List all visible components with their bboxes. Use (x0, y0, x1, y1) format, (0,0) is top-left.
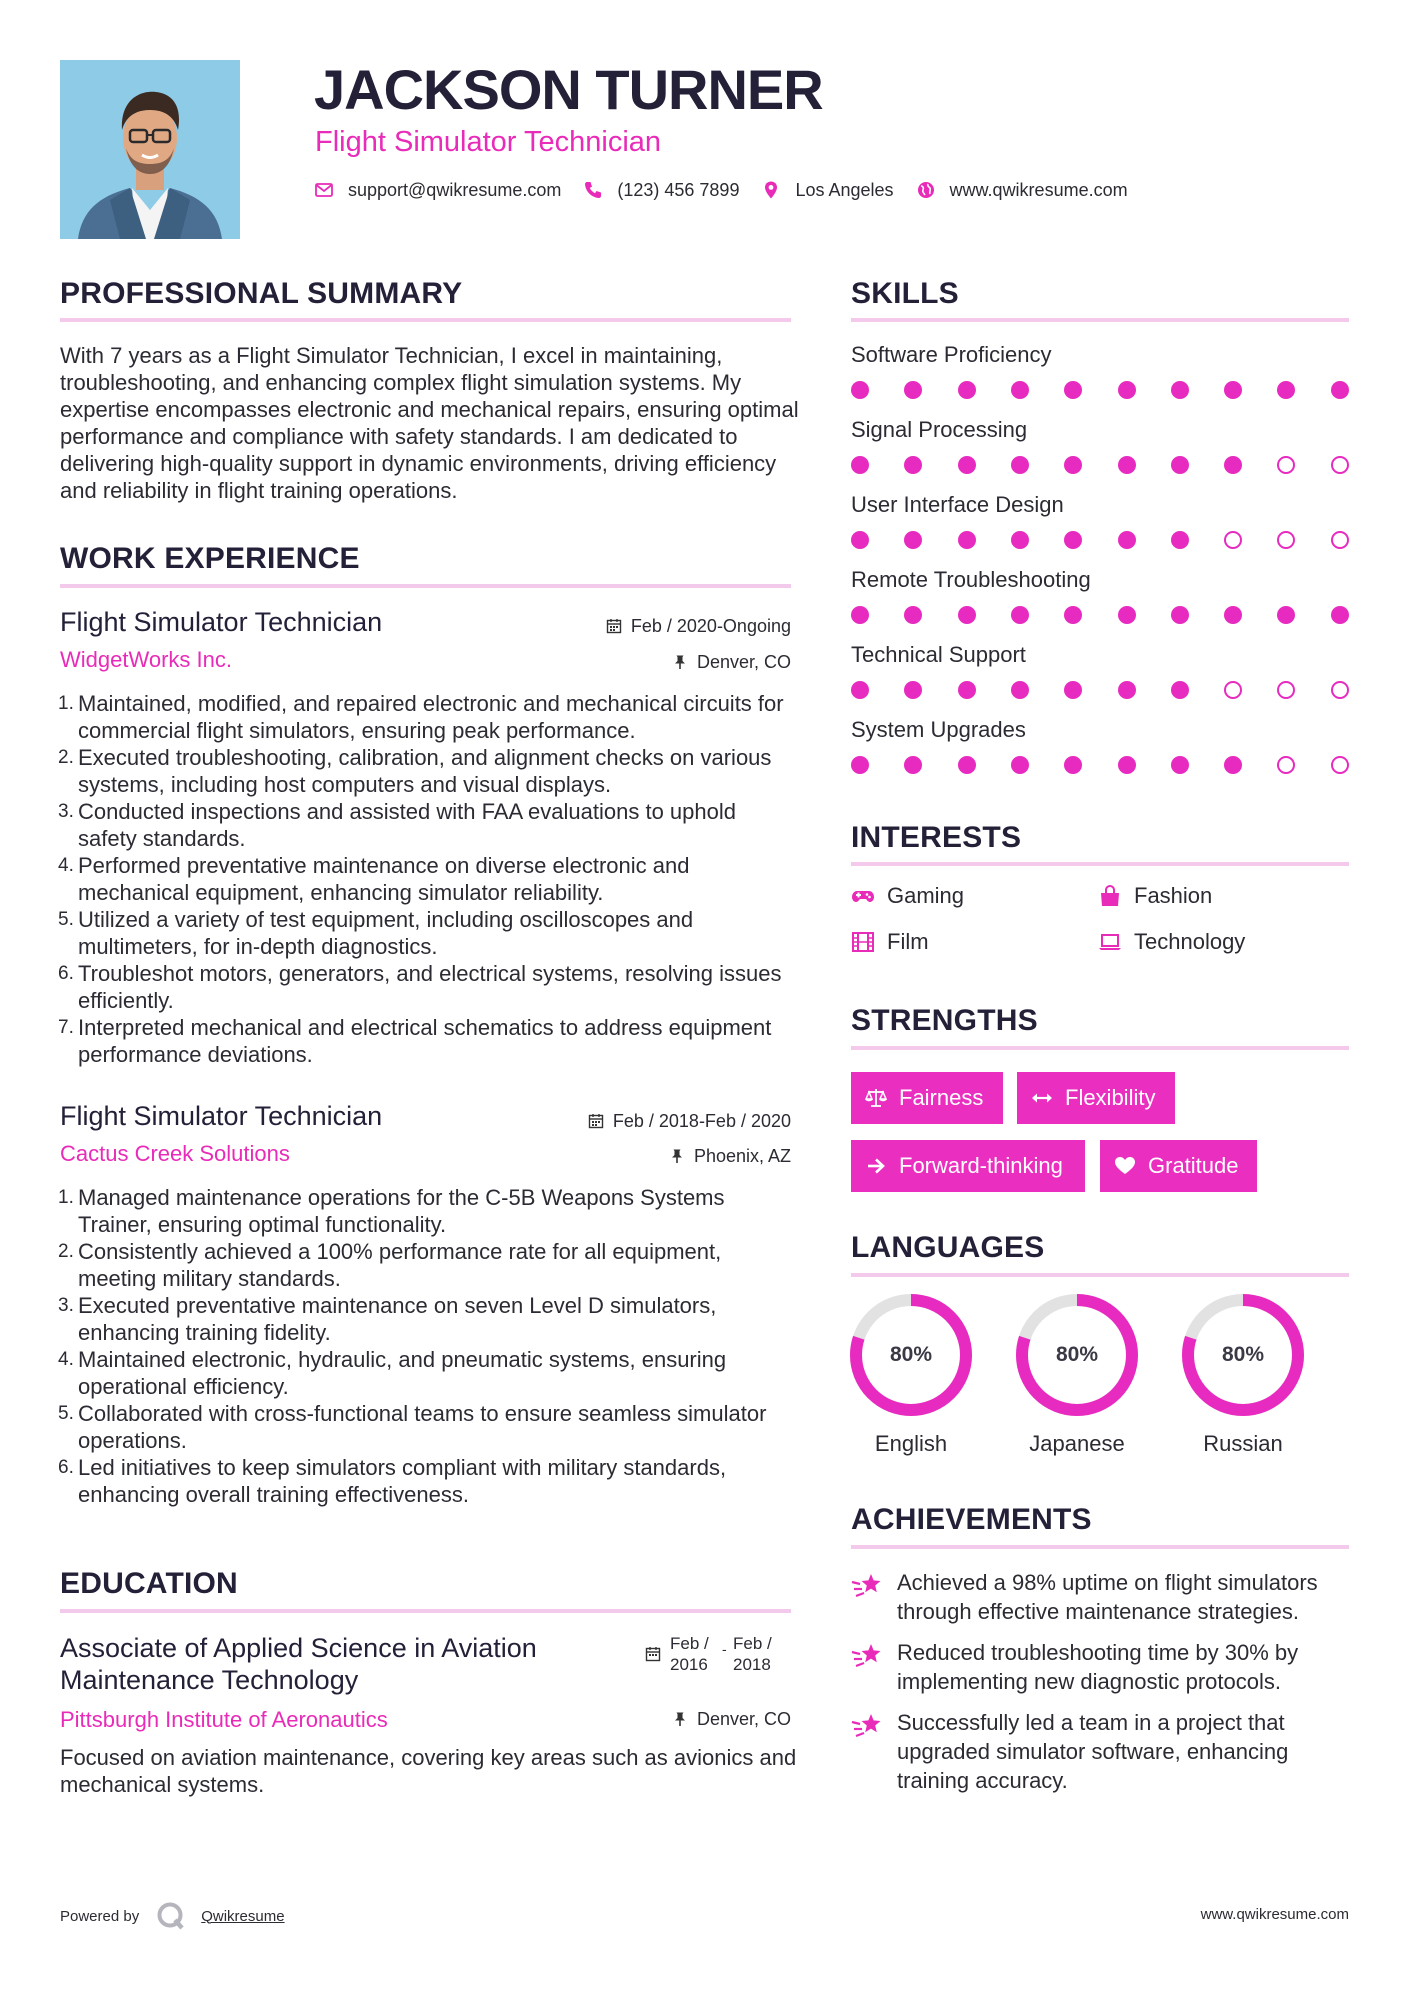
skill-dot-empty (1277, 531, 1295, 549)
skill-dot-filled (1064, 531, 1082, 549)
company-name: Cactus Creek Solutions (60, 1141, 290, 1166)
map-pin-icon (761, 180, 781, 200)
job-dates-text: Feb / 2018-Feb / 2020 (612, 1111, 791, 1131)
pushpin-icon (672, 1711, 688, 1727)
summary-text: With 7 years as a Flight Simulator Technician, I excel in maintaining, troubleshooting, and enhancing complex flight simulation systems. My expertise encompasses electronic and mechanical repairs, ensuring optimal performance and compliance with safety standards. I am dedicated to delivering high-quality support in dynamic environments, driving efficiency and reliability in flight training operations. (60, 343, 799, 503)
skill-dot-filled (1224, 456, 1242, 474)
shooting-star-icon (851, 1710, 883, 1740)
list-item: 1. Managed maintenance operations for the C-5B Weapons Systems Trainer, ensuring optimal functionality. (58, 1185, 725, 1237)
job-title: Flight Simulator Technician (60, 1101, 383, 1131)
skill-dot-filled (1171, 681, 1189, 699)
list-item: 6. Troubleshot motors, generators, and electrical systems, resolving issues efficiently. (58, 961, 782, 1013)
list-item: 3. Executed preventative maintenance on seven Level D simulators, enhancing training fidelity. (58, 1293, 717, 1345)
skill-dot-filled (1118, 456, 1136, 474)
skill-dot-filled (1011, 456, 1029, 474)
arrow-right-icon (865, 1155, 887, 1177)
skill-dot-empty (1224, 681, 1242, 699)
job-dates (606, 615, 791, 637)
education-location (672, 1708, 791, 1730)
location-text: Los Angeles (795, 179, 894, 200)
school-name: Pittsburgh Institute of Aeronautics (60, 1707, 388, 1732)
language-english (849, 1293, 973, 1456)
skill-dot-filled (1064, 606, 1082, 624)
skill-dot-filled (1118, 531, 1136, 549)
skill-name: System Upgrades (851, 717, 1026, 742)
skill-name: Remote Troubleshooting (851, 567, 1091, 592)
education-divider (60, 1609, 791, 1613)
skill-dot-filled (1064, 381, 1082, 399)
skill-dot-filled (1064, 681, 1082, 699)
skill-dot-filled (851, 381, 869, 399)
education-location-text: Denver, CO (696, 1709, 791, 1729)
achievement-item (851, 1568, 1361, 1626)
skill-dot-filled (1011, 606, 1029, 624)
skill-rating (851, 606, 1351, 624)
pushpin-icon (672, 654, 688, 670)
globe-icon (916, 180, 936, 200)
interest-label: Technology (1134, 929, 1246, 954)
strength-label: Flexibility (1065, 1085, 1156, 1110)
education-description: Focused on aviation maintenance, covering key areas such as avionics and mechanical systems. (60, 1745, 797, 1797)
contact-email[interactable] (314, 180, 561, 201)
experience-divider (60, 584, 791, 588)
strength-tag (851, 1072, 1003, 1124)
skill-dot-filled (958, 381, 976, 399)
job-location-text: Phoenix, AZ (693, 1146, 791, 1166)
list-item: 6. Led initiatives to keep simulators compliant with military standards, enhancing overall training effectiveness. (58, 1455, 727, 1507)
achievements-divider (851, 1545, 1349, 1549)
strength-tag (1100, 1140, 1257, 1192)
skill-dot-filled (1064, 456, 1082, 474)
candidate-title: Flight Simulator Technician (315, 126, 662, 158)
list-item: 5. Collaborated with cross-functional teams to ensure seamless simulator operations. (58, 1401, 767, 1453)
skill-dot-filled (1277, 606, 1295, 624)
phone-text: (123) 456 7899 (617, 179, 740, 200)
list-item: 4. Maintained electronic, hydraulic, and pneumatic systems, ensuring operational efficiency. (58, 1347, 727, 1399)
job-title: Flight Simulator Technician (60, 607, 383, 637)
strength-label: Fairness (899, 1085, 984, 1110)
education-heading: EDUCATION (60, 1567, 238, 1600)
language-russian (1181, 1293, 1305, 1456)
calendar-icon (588, 1113, 604, 1129)
language-name: English (874, 1431, 948, 1456)
achievements-heading: ACHIEVEMENTS (851, 1503, 1092, 1536)
language-percent: 80% (1055, 1343, 1099, 1366)
candidate-name: JACKSON TURNER (314, 58, 823, 121)
skill-rating (851, 531, 1351, 549)
list-item: 2. Consistently achieved a 100% performance rate for all equipment, meeting military standards. (58, 1239, 722, 1291)
calendar-icon (645, 1646, 661, 1662)
strength-label: Forward-thinking (899, 1153, 1063, 1178)
job-duties-list (60, 1184, 800, 1508)
arrows-horizontal-icon (1031, 1087, 1053, 1109)
list-item: 1. Maintained, modified, and repaired electronic and mechanical circuits for commercial flight simulators, ensuring peak performance. (58, 691, 784, 743)
list-item: 2. Executed troubleshooting, calibration, and alignment checks on various systems, including host computers and visual displays. (58, 745, 772, 797)
footer-powered-by (60, 1900, 285, 1932)
strength-tag (851, 1140, 1085, 1192)
skill-dot-filled (1011, 531, 1029, 549)
language-name: Russian (1203, 1431, 1283, 1456)
skill-dot-filled (1118, 681, 1136, 699)
shooting-star-icon (851, 1640, 883, 1670)
skill-name: Signal Processing (851, 417, 1028, 442)
skill-dot-filled (958, 531, 976, 549)
skill-dot-filled (1171, 606, 1189, 624)
job-duties-list (60, 690, 800, 1068)
skill-rating (851, 681, 1351, 699)
skill-dot-filled (851, 681, 869, 699)
email-text: support@qwikresume.com (348, 179, 562, 200)
skills-heading: SKILLS (851, 277, 959, 310)
skill-dot-filled (1171, 381, 1189, 399)
skill-dot-filled (851, 531, 869, 549)
list-item: 7. Interpreted mechanical and electrical schematics to address equipment performance deviations. (58, 1015, 772, 1067)
skill-rating (851, 756, 1351, 774)
interest-label: Gaming (887, 883, 965, 908)
skill-dot-filled (851, 756, 869, 774)
skill-dot-filled (1224, 606, 1242, 624)
job-location (669, 1145, 791, 1167)
skill-dot-filled (851, 606, 869, 624)
job-dates (588, 1110, 791, 1132)
skill-dot-empty (1277, 756, 1295, 774)
powered-by-text: Powered by (60, 1907, 140, 1925)
laptop-icon (1098, 931, 1122, 953)
list-item: 4. Performed preventative maintenance on diverse electronic and mechanical equipment, enhancing simulator reliability. (58, 853, 690, 905)
calendar-icon (606, 618, 622, 634)
skill-dot-filled (1171, 456, 1189, 474)
contact-website[interactable] (916, 180, 1128, 201)
skill-dot-filled (958, 456, 976, 474)
skill-dot-filled (904, 756, 922, 774)
contact-location (761, 180, 893, 201)
skill-dot-filled (958, 606, 976, 624)
interest-film (851, 928, 929, 956)
skill-dot-filled (1224, 756, 1242, 774)
skill-dot-filled (1011, 681, 1029, 699)
skill-dot-filled (1331, 381, 1349, 399)
interest-label: Film (887, 929, 929, 954)
company-name: WidgetWorks Inc. (60, 647, 232, 672)
skills-divider (851, 318, 1349, 322)
summary-heading: PROFESSIONAL SUMMARY (60, 277, 463, 310)
interests-heading: INTERESTS (851, 821, 1022, 854)
list-item: 5. Utilized a variety of test equipment, including oscilloscopes and multimeters, for in-depth diagnostics. (58, 907, 694, 959)
language-japanese (1015, 1293, 1139, 1456)
profile-photo (60, 60, 240, 239)
education-end-date: Feb / 2018 (733, 1634, 772, 1674)
skill-dot-filled (958, 756, 976, 774)
list-item: 3. Conducted inspections and assisted with FAA evaluations to uphold safety standards. (58, 799, 736, 851)
skill-dot-empty (1331, 531, 1349, 549)
skill-dot-filled (1171, 531, 1189, 549)
skill-dot-empty (1331, 681, 1349, 699)
website-text: www.qwikresume.com (949, 179, 1128, 200)
qwikresume-link[interactable]: Qwikresume (201, 1907, 285, 1925)
skill-name: User Interface Design (851, 492, 1064, 517)
experience-heading: WORK EXPERIENCE (60, 542, 360, 575)
strength-tag (1017, 1072, 1175, 1124)
skill-dot-empty (1277, 681, 1295, 699)
education-dates: Feb / 2016 - Feb / 2018 (645, 1633, 793, 1677)
skill-dot-filled (904, 531, 922, 549)
language-name: Japanese (1029, 1431, 1125, 1456)
skill-dot-filled (1331, 606, 1349, 624)
strengths-heading: STRENGTHS (851, 1004, 1038, 1037)
skill-rating (851, 456, 1351, 474)
skill-dot-empty (1224, 531, 1242, 549)
skill-dot-filled (1277, 381, 1295, 399)
envelope-icon (314, 180, 334, 200)
phone-icon (583, 180, 603, 200)
achievement-text: Achieved a 98% uptime on flight simulators through effective maintenance strategies. (897, 1570, 1318, 1624)
heart-icon (1114, 1155, 1136, 1177)
interests-divider (851, 862, 1349, 866)
shooting-star-icon (851, 1570, 883, 1600)
skill-dot-filled (904, 381, 922, 399)
strength-label: Gratitude (1148, 1153, 1239, 1178)
job-location (672, 651, 791, 673)
shopping-bag-icon (1098, 885, 1122, 907)
achievement-item (851, 1708, 1361, 1795)
skill-dot-filled (1011, 381, 1029, 399)
degree-title: Associate of Applied Science in Aviation Maintenance Technology (60, 1633, 537, 1695)
skill-dot-filled (904, 681, 922, 699)
skill-dot-empty (1277, 456, 1295, 474)
skill-dot-filled (904, 456, 922, 474)
job-dates-text: Feb / 2020-Ongoing (630, 616, 791, 636)
skill-dot-filled (1011, 756, 1029, 774)
skill-dot-filled (1118, 606, 1136, 624)
education-start-date: Feb / 2016 (670, 1634, 709, 1674)
language-percent: 80% (1221, 1343, 1265, 1366)
job-location-text: Denver, CO (696, 652, 791, 672)
interest-fashion (1098, 882, 1212, 910)
skill-dot-filled (958, 681, 976, 699)
achievement-item (851, 1638, 1361, 1696)
contact-bar (314, 178, 1150, 202)
skill-dot-filled (904, 606, 922, 624)
interest-gaming (851, 882, 964, 910)
skill-dot-filled (1171, 756, 1189, 774)
strengths-divider (851, 1046, 1349, 1050)
summary-divider (60, 318, 791, 322)
skill-dot-empty (1331, 456, 1349, 474)
languages-divider (851, 1273, 1349, 1277)
achievement-text: Successfully led a team in a project that upgraded simulator software, enhancing training accuracy. (897, 1710, 1289, 1793)
balance-scale-icon (865, 1087, 887, 1109)
gamepad-icon (851, 885, 875, 907)
achievement-text: Reduced troubleshooting time by 30% by implementing new diagnostic protocols. (897, 1640, 1299, 1694)
skill-name: Software Proficiency (851, 342, 1052, 367)
pushpin-icon (669, 1148, 685, 1164)
interest-technology (1098, 928, 1245, 956)
skill-dot-filled (1118, 381, 1136, 399)
contact-phone[interactable] (583, 180, 739, 201)
interest-label: Fashion (1134, 883, 1213, 908)
skill-rating (851, 381, 1351, 399)
language-percent: 80% (889, 1343, 933, 1366)
film-icon (851, 931, 875, 953)
skill-dot-filled (1064, 756, 1082, 774)
qwikresume-logo-icon (155, 1900, 187, 1932)
skill-dot-empty (1331, 756, 1349, 774)
footer-website[interactable]: www.qwikresume.com (1200, 1906, 1349, 1923)
skill-name: Technical Support (851, 642, 1026, 667)
languages-heading: LANGUAGES (851, 1231, 1045, 1264)
skill-dot-filled (1118, 756, 1136, 774)
skill-dot-filled (851, 456, 869, 474)
skill-dot-filled (1224, 381, 1242, 399)
